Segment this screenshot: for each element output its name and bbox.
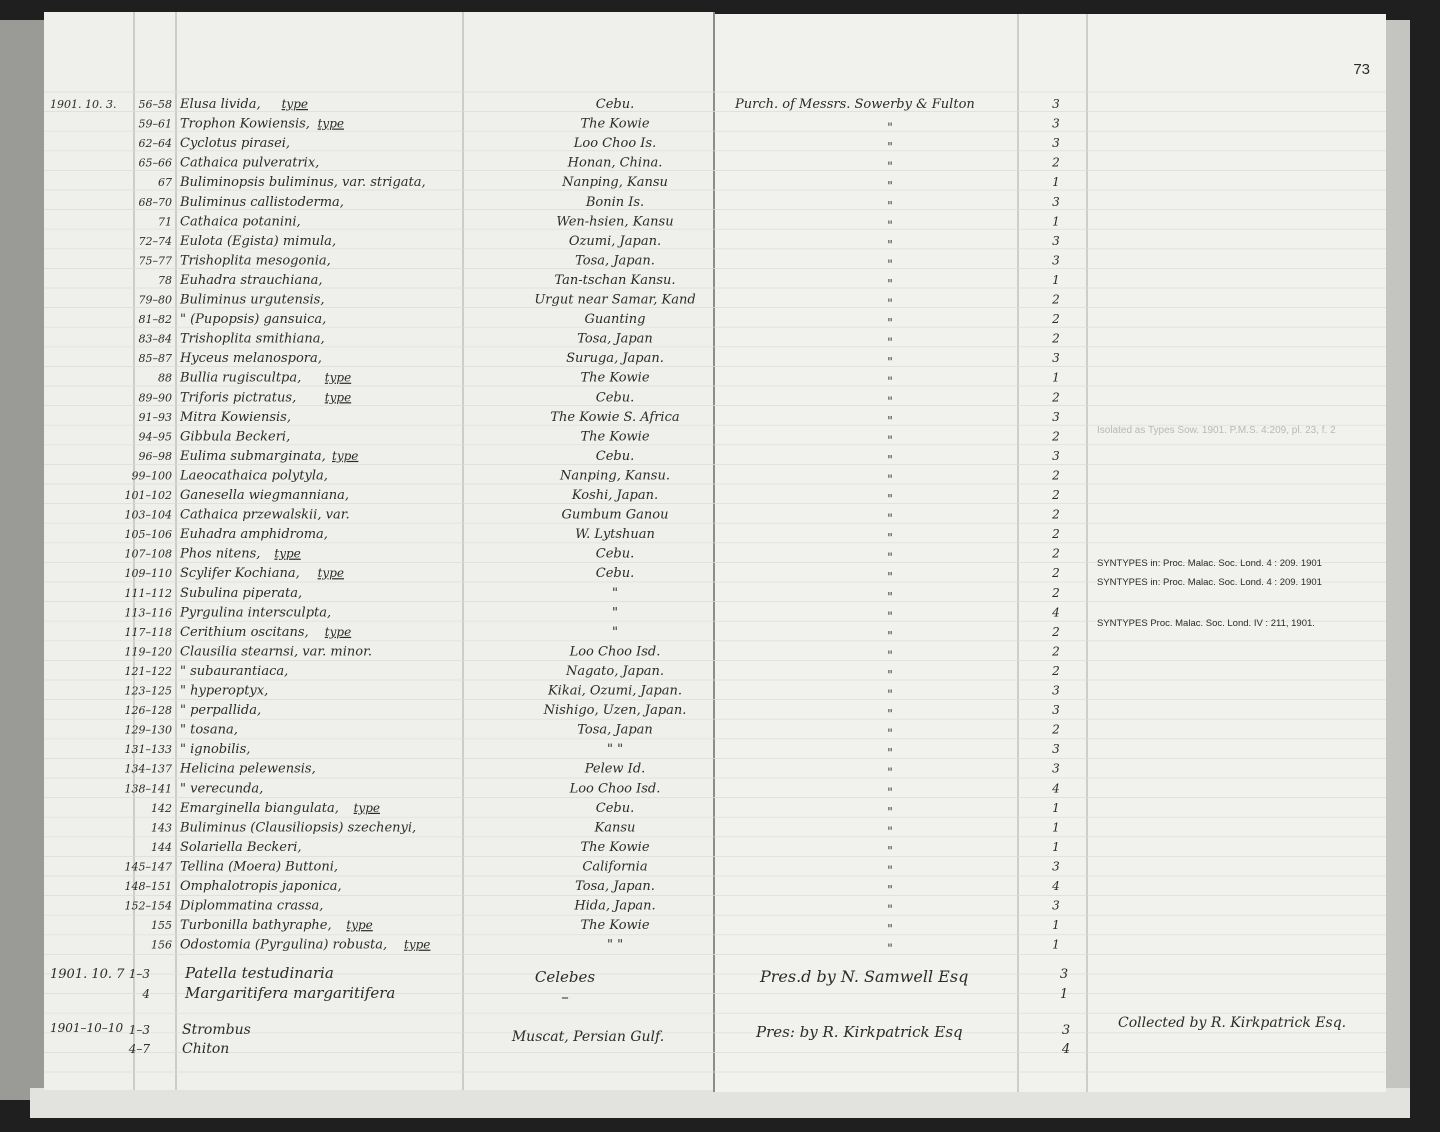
specimen-name: " subaurantiaca, — [180, 663, 289, 679]
specimen-count: 2 — [1052, 663, 1060, 678]
specimen-name: Buliminopsis buliminus, var. strigata, — [180, 175, 426, 191]
specimen-name: Trishoplita smithiana, — [180, 331, 325, 347]
specimen-count: 3 — [1059, 967, 1069, 982]
ditto-mark: " — [887, 198, 893, 213]
ditto-mark: " — [887, 413, 893, 428]
specimen-count: 3 — [1052, 136, 1060, 151]
locality: Cebu. — [595, 97, 635, 112]
registration-number: 101–102 — [124, 489, 172, 502]
entry-date: 1901. 10. 3. — [50, 98, 117, 111]
ditto-mark: " — [887, 628, 893, 643]
locality: The Kowie — [580, 839, 650, 855]
specimen-name: Subulina piperata, — [180, 585, 303, 601]
registration-number: 119–120 — [124, 645, 172, 659]
specimen-name: Cerithium oscitans, — [180, 624, 309, 640]
specimen-name: " ignobilis, — [180, 742, 251, 758]
specimen-count: 3 — [1052, 351, 1060, 366]
type-marker: type — [346, 918, 373, 933]
registration-number: 56–58 — [138, 98, 172, 111]
specimen-name: Laeocathaica polytyla, — [180, 468, 328, 484]
locality: Guanting — [584, 312, 646, 328]
specimen-name: " perpallida, — [180, 703, 262, 719]
specimen-name: " verecunda, — [180, 781, 264, 797]
specimen-name: Ganesella wiegmanniana, — [180, 488, 350, 503]
specimen-count: 2 — [1052, 292, 1060, 307]
locality: California — [582, 859, 648, 875]
registration-number: 1–3 — [128, 967, 150, 981]
specimen-count: 3 — [1052, 859, 1060, 874]
registration-number: 91–93 — [138, 410, 172, 424]
page-stack-bottom — [30, 1088, 1410, 1118]
locality: Honan, China. — [567, 155, 663, 171]
entry-presented-by: Pres.d by N. Samwell Esq — [760, 967, 969, 986]
ditto-mark: " — [887, 335, 893, 350]
ditto-mark: " — [887, 863, 893, 878]
registration-number: 85–87 — [138, 352, 172, 366]
registration-number: 143 — [151, 821, 172, 835]
specimen-count: 1 — [1052, 937, 1060, 952]
registration-number: 152–154 — [124, 899, 172, 913]
specimen-count: 1 — [1052, 370, 1060, 385]
ditto-mark: " — [887, 726, 893, 741]
specimen-name: Triforis pictratus, — [180, 390, 297, 406]
ditto-mark: " — [887, 667, 893, 682]
type-marker: type — [324, 390, 352, 405]
right-page — [714, 14, 1386, 1092]
locality: Koshi, Japan. — [571, 488, 659, 503]
specimen-count: 3 — [1052, 898, 1060, 913]
specimen-count: 2 — [1052, 468, 1060, 483]
specimen-name: Buliminus (Clausiliopsis) szechenyi, — [180, 820, 417, 836]
ditto-mark: " — [887, 394, 893, 409]
specimen-count: 2 — [1052, 527, 1060, 542]
locality: Gumbum Ganou — [561, 507, 669, 523]
ditto-mark: " — [887, 237, 893, 252]
specimen-name: Euhadra amphidroma, — [180, 527, 328, 543]
specimen-name: Omphalotropis japonica, — [180, 879, 342, 894]
ditto-mark: " — [887, 316, 893, 331]
locality: Celebes — [534, 968, 596, 986]
locality: W. Lytshuan — [575, 527, 655, 543]
locality: " — [612, 605, 618, 621]
specimen-name: " (Pupopsis) gansuica, — [180, 312, 327, 328]
registration-number: 89–90 — [138, 391, 172, 405]
specimen-count: 1 — [1052, 214, 1060, 229]
specimen-name: Tellina (Moera) Buttoni, — [180, 859, 339, 875]
specimen-name: Elusa livida, — [180, 97, 261, 112]
entry-presented-by: Pres: by R. Kirkpatrick Esq — [756, 1023, 963, 1041]
locality: Nanping, Kansu. — [560, 468, 670, 484]
ditto-mark: " — [887, 355, 893, 370]
locality: Bonin Is. — [585, 194, 645, 210]
specimen-count: 2 — [1052, 644, 1060, 659]
specimen-count: 2 — [1052, 312, 1060, 327]
registration-number: 145–147 — [124, 860, 172, 874]
specimen-count: 3 — [1052, 448, 1060, 463]
specimen-count: 1 — [1052, 800, 1060, 815]
locality: Cebu. — [595, 448, 635, 464]
registration-number: 109–110 — [124, 567, 172, 581]
specimen-name: Phos nitens, — [180, 546, 261, 562]
ditto-mark: " — [887, 140, 893, 155]
registration-number: 113–116 — [124, 606, 172, 620]
specimen-count: 2 — [1052, 429, 1060, 444]
specimen-name: Cathaica przewalskii, var. — [180, 507, 350, 523]
registration-number: 78 — [158, 273, 172, 287]
registration-number: 75–77 — [138, 254, 172, 268]
entry-remark: Collected by R. Kirkpatrick Esq. — [1118, 1015, 1347, 1031]
type-marker: type — [281, 97, 308, 111]
specimen-count: 1 — [1059, 987, 1069, 1002]
registration-number: 138–141 — [124, 782, 172, 796]
specimen-count: 3 — [1052, 97, 1060, 111]
entry-date: 1901–10–10 — [50, 1021, 124, 1035]
locality: Loo Choo Isd. — [569, 644, 661, 660]
ditto-mark: " — [887, 492, 893, 506]
registration-number: 62–64 — [138, 137, 172, 151]
ditto-mark: " — [887, 883, 893, 897]
specimen-count: 1 — [1052, 175, 1060, 190]
registration-number: 126–128 — [124, 704, 172, 718]
registration-number: 4 — [142, 987, 150, 1001]
registration-number: 123–125 — [124, 684, 172, 698]
specimen-name: Emarginella biangulata, — [180, 800, 339, 816]
ditto-mark: " — [887, 843, 893, 858]
registration-number: 4–7 — [128, 1042, 150, 1056]
locality: The Kowie — [580, 429, 650, 445]
specimen-name: Clausilia stearnsi, var. minor. — [180, 644, 373, 660]
registration-number: 142 — [151, 801, 172, 815]
locality: Nagato, Japan. — [565, 663, 665, 679]
registration-number: 105–106 — [124, 528, 172, 542]
specimen-count: 2 — [1052, 566, 1060, 581]
locality: Pelew Id. — [584, 761, 646, 777]
registration-number: 148–151 — [124, 880, 172, 893]
specimen-count: 3 — [1052, 703, 1060, 718]
locality: The Kowie S. Africa — [550, 409, 680, 425]
ditto-mark: " — [887, 609, 893, 624]
ditto-mark: " — [887, 902, 893, 917]
specimen-name: Cyclotus pirasei, — [180, 136, 291, 152]
ditto-mark: " — [887, 120, 893, 135]
registration-number: 81–82 — [138, 313, 172, 327]
specimen-name: Eulota (Egista) mimula, — [180, 233, 337, 249]
ditto-mark: " — [887, 570, 893, 585]
locality: Wen-hsien, Kansu — [556, 214, 674, 230]
registration-number: 94–95 — [138, 430, 172, 444]
specimen-count: 2 — [1052, 390, 1060, 405]
registration-number: 99–100 — [131, 469, 172, 483]
locality: Loo Choo Is. — [573, 136, 657, 152]
registration-number: 65–66 — [138, 156, 172, 170]
specimen-count: 4 — [1052, 879, 1060, 893]
registration-number: 88 — [158, 371, 172, 385]
specimen-count: 4 — [1052, 781, 1060, 796]
locality: Kansu — [594, 820, 636, 836]
specimen-name: Odostomia (Pyrgulina) robusta, — [180, 937, 388, 953]
specimen-count: 2 — [1052, 585, 1060, 600]
registration-number: 1–3 — [128, 1023, 150, 1037]
ditto-mark: " — [887, 159, 893, 174]
specimen-name: Patella testudinaria — [185, 964, 334, 982]
locality: Muscat, Persian Gulf. — [511, 1029, 665, 1045]
specimen-count: 3 — [1052, 233, 1060, 248]
type-marker: type — [324, 370, 352, 385]
ditto-mark: " — [887, 257, 893, 272]
specimen-count: 3 — [1052, 116, 1060, 131]
specimen-count: 1 — [1052, 839, 1060, 854]
specimen-name: Eulima submarginata, — [180, 448, 326, 464]
specimen-count: 2 — [1052, 331, 1060, 346]
registration-number: 131–133 — [124, 743, 172, 757]
specimen-name: Chiton — [182, 1041, 230, 1057]
ditto-mark: " — [887, 648, 893, 663]
ditto-mark: " — [887, 765, 893, 780]
ditto-mark: " — [887, 824, 893, 839]
locality: Cebu. — [595, 566, 635, 582]
registration-number: 59–61 — [138, 117, 172, 131]
ditto-mark: " — [887, 276, 893, 291]
locality: Tan-tschan Kansu. — [554, 272, 676, 288]
ditto-mark: " — [887, 531, 893, 546]
registration-number: 144 — [151, 840, 172, 854]
locality: " " — [606, 742, 624, 758]
registration-number: 71 — [158, 215, 172, 229]
specimen-name: " tosana, — [180, 722, 238, 738]
entry-presented-by: Purch. of Messrs. Sowerby & Fulton — [735, 97, 975, 112]
type-marker: type — [324, 624, 352, 639]
specimen-count: 3 — [1052, 683, 1060, 698]
specimen-name: Buliminus callistoderma, — [180, 194, 344, 210]
specimen-count: 2 — [1052, 155, 1060, 170]
specimen-name: Bullia rugiscultpa, — [180, 370, 302, 386]
registration-number: 111–112 — [124, 586, 172, 600]
ditto-mark: " — [887, 687, 893, 702]
ditto-mark: " — [887, 922, 893, 937]
type-marker: type — [317, 116, 344, 131]
ditto-mark: " — [887, 746, 893, 761]
ditto-mark: " — [887, 179, 893, 194]
registration-number: 96–98 — [138, 449, 172, 463]
registration-number: 107–108 — [124, 547, 172, 561]
specimen-count: 1 — [1052, 272, 1060, 287]
locality: Cebu. — [595, 390, 635, 406]
registration-number: 68–70 — [138, 195, 172, 209]
specimen-count: 4 — [1061, 1042, 1071, 1057]
ditto-mark: " — [887, 589, 893, 604]
specimen-count: 2 — [1052, 488, 1060, 502]
specimen-name: Solariella Beckeri, — [180, 839, 302, 855]
registration-number: 117–118 — [124, 625, 172, 639]
specimen-count: 2 — [1052, 507, 1060, 522]
locality: The Kowie — [580, 918, 650, 934]
specimen-name: " hyperoptyx, — [180, 683, 269, 699]
specimen-name: Scylifer Kochiana, — [180, 566, 300, 582]
locality: The Kowie — [580, 370, 650, 386]
ditto-mark: " — [887, 433, 893, 448]
registration-number: 134–137 — [124, 762, 172, 776]
registration-number: 103–104 — [124, 508, 172, 522]
type-marker: type — [332, 448, 359, 463]
remark-reference: SYNTYPES Proc. Malac. Soc. Lond. IV : 211, 1901. — [1097, 618, 1315, 629]
locality: " " — [606, 937, 624, 953]
specimen-name: Hyceus melanospora, — [180, 351, 322, 367]
registration-number: 83–84 — [138, 332, 172, 346]
locality: Nanping, Kansu — [562, 175, 668, 191]
locality: Tosa, Japan. — [575, 879, 655, 894]
specimen-name: Mitra Kowiensis, — [180, 409, 291, 425]
ditto-mark: " — [887, 707, 893, 722]
registration-number: 79–80 — [138, 293, 172, 307]
specimen-name: Cathaica potanini, — [180, 214, 301, 230]
specimen-name: Cathaica pulveratrix, — [180, 155, 320, 171]
specimen-count: 3 — [1061, 1023, 1071, 1038]
locality: Tosa, Japan. — [575, 253, 655, 269]
ditto-mark: " — [887, 550, 893, 565]
ditto-mark: " — [887, 511, 893, 526]
ditto-mark: " — [887, 452, 893, 467]
locality: Ozumi, Japan. — [568, 233, 662, 249]
locality: Tosa, Japan — [577, 722, 653, 738]
specimen-name: Euhadra strauchiana, — [180, 272, 323, 288]
page-stack-left — [0, 20, 48, 1100]
ditto-mark: " — [887, 472, 893, 487]
type-marker: type — [274, 546, 301, 561]
specimen-count: 1 — [1052, 918, 1060, 933]
specimen-name: Pyrgulina intersculpta, — [180, 605, 332, 621]
specimen-count: 1 — [1052, 820, 1060, 835]
registration-number: 156 — [151, 938, 172, 952]
specimen-count: 4 — [1052, 605, 1060, 620]
locality: Tosa, Japan — [577, 331, 653, 347]
ditto-mark: " — [887, 296, 893, 311]
locality: – — [561, 988, 569, 1006]
specimen-count: 3 — [1052, 194, 1060, 209]
specimen-count: 3 — [1052, 742, 1060, 757]
locality: The Kowie — [580, 116, 650, 132]
specimen-name: Trophon Kowiensis, — [180, 116, 310, 132]
locality: Nishigo, Uzen, Japan. — [543, 703, 687, 719]
specimen-name: Diplommatina crassa, — [180, 898, 324, 914]
specimen-name: Turbonilla bathyraphe, — [180, 918, 332, 934]
locality: " — [612, 624, 618, 640]
type-marker: type — [317, 566, 344, 581]
page-number: 73 — [1353, 61, 1370, 78]
locality: Kikai, Ozumi, Japan. — [547, 683, 683, 699]
specimen-name: Strombus — [182, 1022, 251, 1038]
registration-number: 67 — [158, 176, 172, 190]
locality: Suruga, Japan. — [566, 351, 664, 367]
specimen-name: Trishoplita mesogonia, — [180, 253, 331, 269]
registration-number: 129–130 — [124, 723, 172, 737]
locality: " — [612, 585, 618, 601]
specimen-name: Buliminus urgutensis, — [180, 292, 325, 308]
ditto-mark: " — [887, 804, 893, 819]
specimen-count: 2 — [1052, 624, 1060, 639]
ditto-mark: " — [887, 374, 893, 389]
locality: Cebu. — [595, 800, 635, 816]
specimen-count: 3 — [1052, 761, 1060, 776]
specimen-name: Helicina pelewensis, — [180, 761, 316, 777]
locality: Cebu. — [595, 546, 635, 562]
entry-date: 1901. 10. 7 — [50, 967, 125, 982]
remark-reference: SYNTYPES in: Proc. Malac. Soc. Lond. 4 : 209. 1901 — [1097, 577, 1322, 588]
registration-number: 72–74 — [138, 234, 172, 248]
type-marker: type — [353, 800, 380, 815]
locality: Urgut near Samar, Kand — [534, 292, 696, 308]
ditto-mark: " — [887, 218, 893, 233]
ditto-mark: " — [887, 785, 893, 800]
locality: Loo Choo Isd. — [569, 781, 661, 797]
remark-reference: Isolated as Types Sow. 1901. P.M.S. 4:209, pl. 23, f. 2 — [1097, 425, 1336, 436]
locality: Hida, Japan. — [574, 898, 656, 914]
specimen-name: Margaritifera margaritifera — [185, 984, 396, 1002]
registration-number: 121–122 — [124, 664, 172, 678]
specimen-count: 3 — [1052, 409, 1060, 424]
specimen-count: 2 — [1052, 722, 1060, 737]
registration-number: 155 — [151, 919, 172, 933]
ditto-mark: " — [887, 941, 893, 956]
remark-reference: SYNTYPES in: Proc. Malac. Soc. Lond. 4 : 209. 1901 — [1097, 558, 1322, 569]
specimen-name: Gibbula Beckeri, — [180, 429, 291, 445]
specimen-count: 2 — [1052, 546, 1060, 561]
type-marker: type — [404, 937, 431, 952]
specimen-count: 3 — [1052, 253, 1060, 268]
